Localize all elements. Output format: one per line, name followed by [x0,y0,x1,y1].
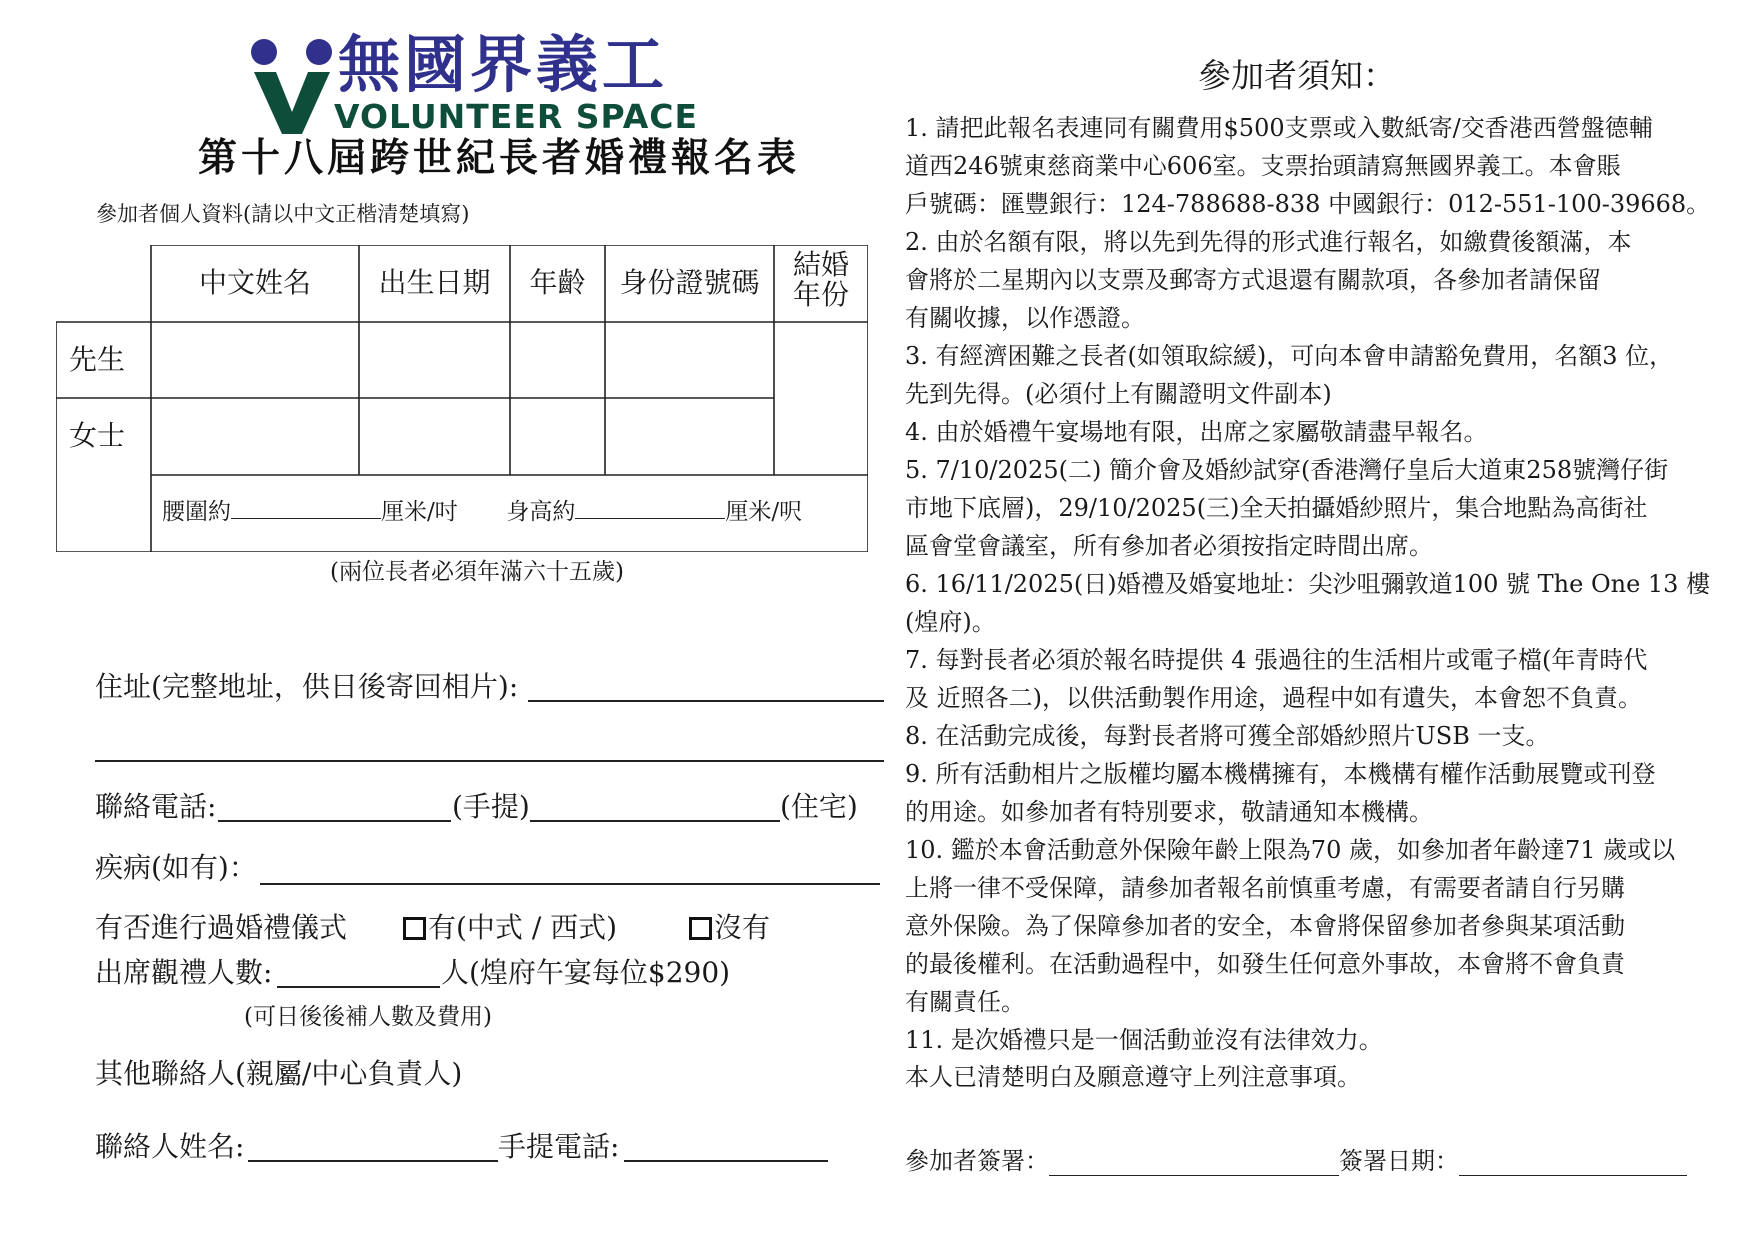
supplement-note: (可日後後補人數及費用) [244,1004,492,1030]
guests-suffix: 人(煌府午宴每位$290) [441,956,731,989]
ceremony-label: 有否進行過婚禮儀式 [95,911,348,944]
guests-label: 出席觀禮人數: [95,956,273,989]
org-name-en: VOLUNTEER SPACE [334,97,698,136]
signature-field[interactable] [1049,1151,1339,1176]
notice-line: 會將於二星期內以支票及郵寄方式退還有關款項，各參加者請保留 [905,266,1601,294]
row-label-mr: 先生 [69,343,126,376]
notice-line: 2. 由於名額有限，將以先到先得的形式進行報名，如繳費後額滿，本 [905,228,1632,256]
contact-mobile-label: 手提電話: [498,1130,620,1163]
header-age: 年齡 [529,266,586,299]
ceremony-yes-label: 有(中式 / 西式) [428,911,618,944]
notice-line: 5. 7/10/2025(二) 簡介會及婚紗試穿(香港灣仔皇后大道東258號灣仔街 [905,456,1669,484]
notice-line: 及 近照各二)，以供活動製作用途，過程中如有遺失，本會恕不負責。 [905,684,1642,712]
declaration: 本人已清楚明白及願意遵守上列注意事項。 [905,1063,1361,1091]
notice-line: 11. 是次婚禮只是一個活動並沒有法律效力。 [905,1026,1383,1054]
header-marriage-year-line1: 結婚 [792,248,849,281]
notice-line: 上將一律不受保障，請參加者報名前慎重考慮，有需要者請自行另購 [905,874,1625,902]
notice-line: 3. 有經濟困難之長者(如領取綜緩)，可向本會申請豁免費用，名額3 位， [905,342,1674,370]
mobile-phone-field[interactable] [218,820,451,822]
height-unit: 厘米/呎 [725,499,803,525]
home-suffix: (住宅) [780,790,858,823]
row-label-ms: 女士 [69,419,126,452]
notice-line: (煌府)。 [905,608,996,636]
notice-line: 10. 鑑於本會活動意外保險年齡上限為70 歲，如參加者年齡達71 歲或以 [905,836,1676,864]
signature-label: 參加者簽署： [905,1147,1049,1175]
org-name-cn: 無國界義工 [338,28,669,101]
illness-label: 疾病(如有)： [95,851,257,884]
logo-icon [248,36,338,136]
header-marriage-year [774,250,868,310]
notice-line: 市地下底層)，29/10/2025(三)全天拍攝婚紗照片，集合地點為高街社 [905,494,1648,522]
waist-unit: 厘米/吋 [381,499,458,525]
sign-date-field[interactable] [1459,1151,1687,1176]
address-field-line2[interactable] [95,760,884,762]
header-chinese-name: 中文姓名 [198,266,311,299]
height-label: 身高約 [506,499,576,525]
notice-line: 先到先得。(必須付上有關證明文件副本) [905,380,1332,408]
notice-line: 有關收據，以作憑證。 [905,304,1145,332]
phone-label: 聯絡電話: [95,790,217,823]
notice-line: 戶號碼：匯豐銀行：124-788688-838 中國銀行：012-551-100-39668。 [905,190,1711,218]
personal-info-note: 參加者個人資料(請以中文正楷清楚填寫) [96,202,470,226]
measurement-row [162,497,802,527]
contact-mobile-field[interactable] [624,1160,828,1162]
waist-field[interactable] [231,498,381,519]
notice-line: 7. 每對長者必須於報名時提供 4 張過往的生活相片或電子檔(年青時代 [905,646,1648,674]
notice-line: 8. 在活動完成後，每對長者將可獲全部婚紗照片USB 一支。 [905,722,1550,750]
notice-line: 6. 16/11/2025(日)婚禮及婚宴地址：尖沙咀彌敦道100 號 The One 13 樓 [905,570,1711,598]
notice-line: 的用途。如參加者有特別要求，敬請通知本機構。 [905,798,1433,826]
notice-line: 意外保險。為了保障參加者的安全，本會將保留參加者參與某項活動 [905,912,1625,940]
form-title: 第十八屆跨世紀長者婚禮報名表 [198,135,801,181]
waist-label: 腰圍約 [162,499,231,525]
notice-line: 的最後權利。在活動過程中，如發生任何意外事故，本會將不會負責 [905,950,1625,978]
illness-field[interactable] [260,883,880,885]
home-phone-field[interactable] [530,820,780,822]
address-label: 住址(完整地址，供日後寄回相片): [95,670,519,703]
notice-line: 4. 由於婚禮午宴場地有限，出席之家屬敬請盡早報名。 [905,418,1488,446]
age-requirement-note: (兩位長者必須年滿六十五歲) [330,559,624,585]
mobile-suffix: (手提) [452,790,530,823]
height-field[interactable] [575,498,725,519]
signature-row [905,1146,1687,1176]
contact-name-field[interactable] [248,1160,498,1162]
header-marriage-year-line2: 年份 [792,278,849,311]
ceremony-yes-checkbox[interactable] [403,917,426,940]
notice-line: 1. 請把此報名表連同有關費用$500支票或入數紙寄/交香港西營盤德輔 [905,114,1653,142]
ceremony-no-checkbox[interactable] [689,917,712,940]
notice-line: 區會堂會議室，所有參加者必須按指定時間出席。 [905,532,1433,560]
guests-count-field[interactable] [277,986,440,988]
sign-date-label: 簽署日期： [1339,1147,1459,1175]
notice-title: 參加者須知： [1198,56,1396,95]
contact-name-label: 聯絡人姓名: [95,1130,245,1163]
address-field-line1[interactable] [528,700,884,702]
notice-line: 道西246號東慈商業中心606室。支票抬頭請寫無國界義工。本會賬 [905,152,1621,180]
header-id-number: 身份證號碼 [619,266,760,299]
ceremony-no-label: 沒有 [714,911,771,944]
header-birth-date: 出生日期 [378,266,491,299]
notice-line: 9. 所有活動相片之版權均屬本機構擁有，本機構有權作活動展覽或刊登 [905,760,1656,788]
other-contact-label: 其他聯絡人(親屬/中心負責人) [95,1057,463,1090]
notice-line: 有關責任。 [905,988,1025,1016]
